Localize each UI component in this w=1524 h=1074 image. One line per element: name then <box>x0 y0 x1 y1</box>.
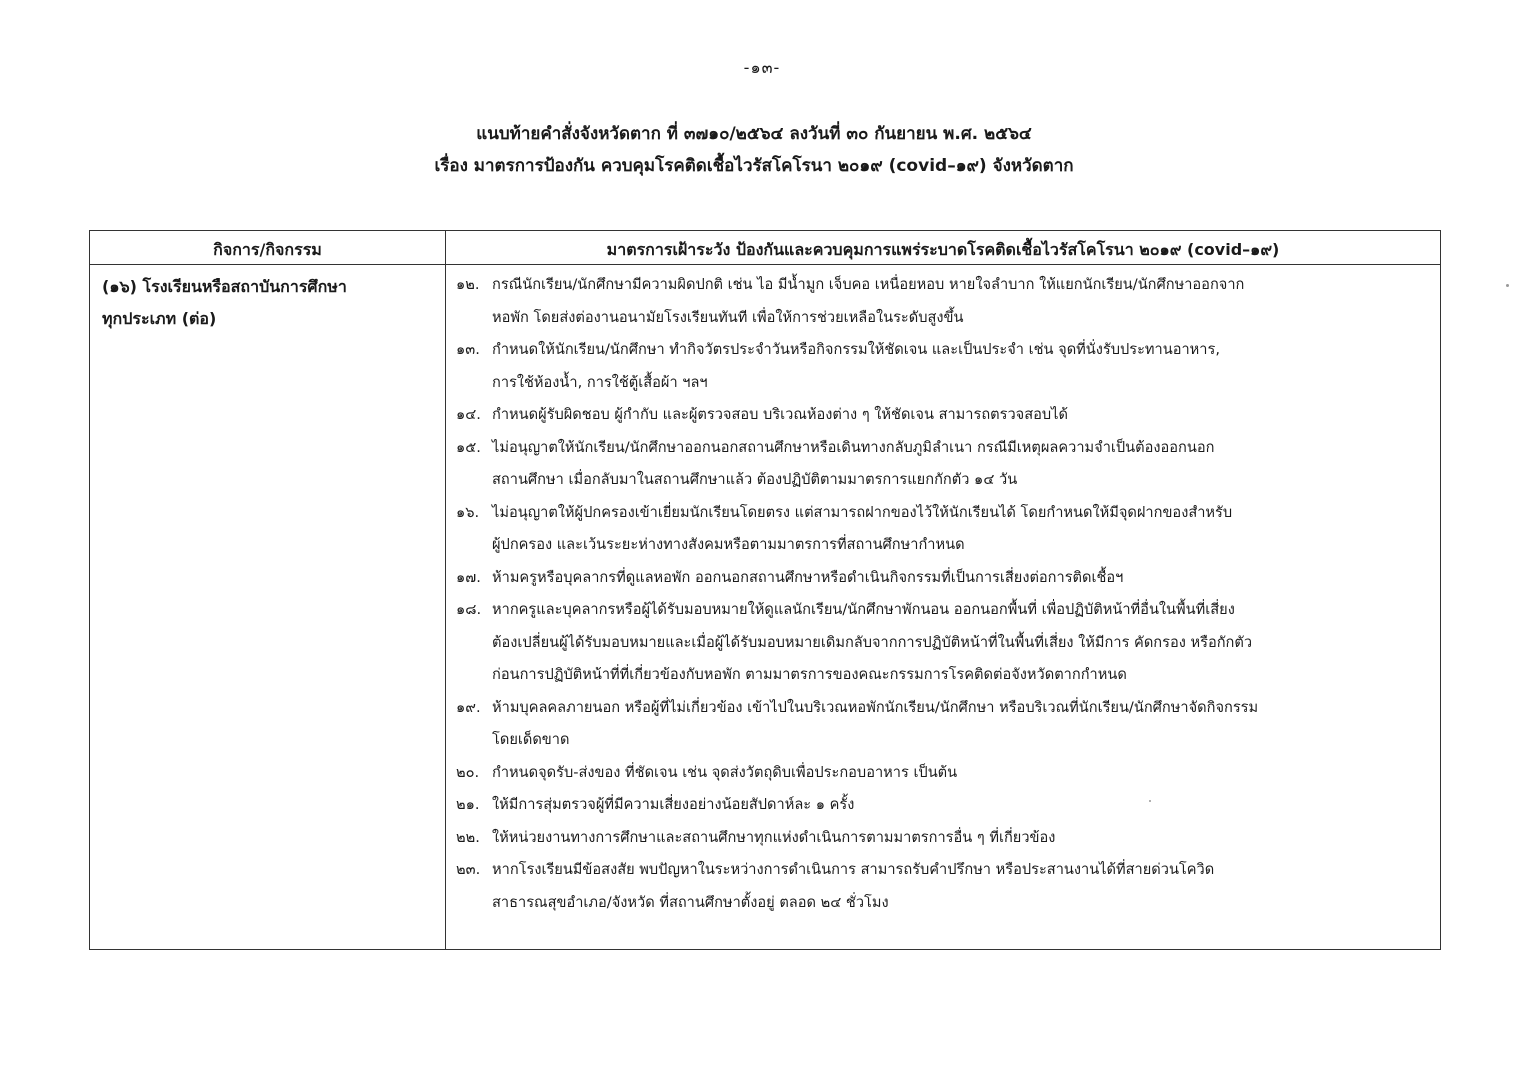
list-item <box>456 432 1441 497</box>
list-item <box>456 399 1441 432</box>
measure-number: ๑๘. <box>456 601 482 618</box>
scan-speck <box>1506 284 1509 287</box>
activity-line-1: (๑๖) โรงเรียนหรือสถาบันการศึกษา <box>102 277 347 296</box>
measure-number: ๑๗. <box>456 568 481 586</box>
page-number: -๑๓- <box>743 58 781 77</box>
measure-number: ๒๑. <box>456 796 480 813</box>
measure-text-line: ผู้ปกครอง และเว้นระยะห่างทางสังคมหรือตามมาตรการที่สถานศึกษากำหนด <box>492 536 965 553</box>
measure-text-line: โดยเด็ดขาด <box>492 731 570 748</box>
measure-number: ๒๓. <box>456 861 481 878</box>
list-item <box>456 822 1441 855</box>
measure-number: ๑๙. <box>456 698 481 716</box>
list-item <box>456 269 1441 334</box>
measure-text-line: หากครูและบุคลากรหรือผู้ได้รับมอบหมายให้ดูแลนักเรียน/นักศึกษาพักนอน ออกนอกพื้นที่ เพื่อปฏิบัติหน้าที่อื่นในพื้นที่เสี่ยง <box>492 601 1235 618</box>
measure-text-line: หอพัก โดยส่งต่องานอนามัยโรงเรียนทันที เพื่อให้การช่วยเหลือในระดับสูงขึ้น <box>492 308 964 326</box>
header-measures: มาตรการเฝ้าระวัง ป้องกันและควบคุมการแพร่ระบาดโรคติดเชื้อไวรัสโคโรนา ๒๐๑๙ (covid–๑๙) <box>606 240 1280 259</box>
measure-text-line: สถานศึกษา เมื่อกลับมาในสถานศึกษาแล้ว ต้องปฏิบัติตามมาตรการแยกกักตัว ๑๔ วัน <box>492 471 1018 488</box>
measure-text-line: ไม่อนุญาตให้ผู้ปกครองเข้าเยี่ยมนักเรียนโดยตรง แต่สามารถฝากของไว้ให้นักเรียนได้ โดยกำหนดให้มีจุดฝากของสำหรับ <box>492 503 1233 521</box>
measure-number: ๑๒. <box>456 276 480 293</box>
list-item <box>456 757 1441 790</box>
list-item <box>456 594 1441 692</box>
measure-text-line: ต้องเปลี่ยนผู้ได้รับมอบหมายและเมื่อผู้ได้รับมอบหมายเดิมกลับจากการปฏิบัติหน้าที่ในพื้นที่เสี่ยง ให้มีการ คัดกรอง หรือกักตัว <box>492 633 1253 651</box>
measure-number: ๒๐. <box>456 763 480 781</box>
measure-text-line: ให้มีการสุ่มตรวจผู้ที่มีความเสี่ยงอย่างน้อยสัปดาห์ละ ๑ ครั้ง <box>492 796 855 813</box>
measure-text-line: ให้หน่วยงานทางการศึกษาและสถานศึกษาทุกแห่งดำเนินการตามมาตรการอื่น ๆ ที่เกี่ยวข้อง <box>492 828 1056 846</box>
document-title-line-2: เรื่อง มาตรการป้องกัน ควบคุมโรคติดเชื้อไวรัสโคโรนา ๒๐๑๙ (covid–๑๙) จังหวัดตาก <box>434 156 1074 176</box>
list-item <box>456 692 1441 757</box>
measure-text-line: หากโรงเรียนมีข้อสงสัย พบปัญหาในระหว่างการดำเนินการ สามารถรับคำปรึกษา หรือประสานงานได้ที่สายด่วนโควิด <box>492 861 1215 878</box>
measure-text-line: กำหนดจุดรับ-ส่งของ ที่ชัดเจน เช่น จุดส่งวัตถุดิบเพื่อประกอบอาหาร เป็นต้น <box>492 763 958 781</box>
measure-text-line: ห้ามบุคลคลภายนอก หรือผู้ที่ไม่เกี่ยวข้อง เข้าไปในบริเวณหอพักนักเรียน/นักศึกษา หรือบริเวณที่นักเรียน/นักศึกษาจัดกิจกรรม <box>492 698 1259 716</box>
list-item <box>456 562 1441 595</box>
table-header-row <box>90 231 1440 265</box>
list-item <box>456 334 1441 399</box>
list-item <box>456 497 1441 562</box>
activity-line-2: ทุกประเภท (ต่อ) <box>102 309 217 328</box>
list-item <box>456 789 1441 822</box>
measure-text-line: กำหนดให้นักเรียน/นักศึกษา ทำกิจวัตรประจำวันหรือกิจกรรมให้ชัดเจน และเป็นประจำ เช่น จุดที่นั่งรับประทานอาหาร, <box>492 341 1220 358</box>
measure-number: ๑๓. <box>456 341 480 358</box>
measure-number: ๒๒. <box>456 828 480 846</box>
measures-table <box>89 230 1441 950</box>
measure-text-line: ไม่อนุญาตให้นักเรียน/นักศึกษาออกนอกสถานศึกษาหรือเดินทางกลับภูมิลำเนา กรณีมีเหตุผลความจำเป็นต้องออกนอก <box>492 438 1215 456</box>
column-divider <box>445 231 446 949</box>
measure-number: ๑๔. <box>456 406 481 423</box>
measure-text-line: ก่อนการปฏิบัติหน้าที่ที่เกี่ยวข้องกับหอพัก ตามมาตรการของคณะกรรมการโรคติดต่อจังหวัดตากกำหนด <box>492 666 1127 683</box>
header-activity: กิจการ/กิจกรรม <box>213 240 322 259</box>
measure-number: ๑๖. <box>456 503 480 521</box>
document-title-line-1: แนบท้ายคำสั่งจังหวัดตาก ที่ ๓๗๑๐/๒๕๖๔ ลงวันที่ ๓๐ กันยายน พ.ศ. ๒๕๖๔ <box>476 124 1032 144</box>
scan-speck <box>1149 800 1151 802</box>
measure-text-line: สาธารณสุขอำเภอ/จังหวัด ที่สถานศึกษาตั้งอยู่ ตลอด ๒๔ ชั่วโมง <box>492 893 889 911</box>
measure-text-line: การใช้ห้องน้ำ, การใช้ตู้เสื้อผ้า ฯลฯ <box>492 373 708 391</box>
measure-number: ๑๕. <box>456 438 481 456</box>
activity-cell <box>102 271 432 335</box>
list-item <box>456 854 1441 919</box>
measures-list <box>456 269 1441 919</box>
measure-text-line: กำหนดผู้รับผิดชอบ ผู้กำกับ และผู้ตรวจสอบ บริเวณห้องต่าง ๆ ให้ชัดเจน สามารถตรวจสอบได้ <box>492 406 1068 423</box>
measure-text-line: กรณีนักเรียน/นักศึกษามีความผิดปกติ เช่น ไอ มีน้ำมูก เจ็บคอ เหนื่อยหอบ หายใจลำบาก ให้แยกนักเรียน/นักศึกษาออกจาก <box>492 276 1245 293</box>
measure-text-line: ห้ามครูหรือบุคลากรที่ดูแลหอพัก ออกนอกสถานศึกษาหรือดำเนินกิจกรรมที่เป็นการเสี่ยงต่อการติดเชื้อฯ <box>492 568 1124 586</box>
